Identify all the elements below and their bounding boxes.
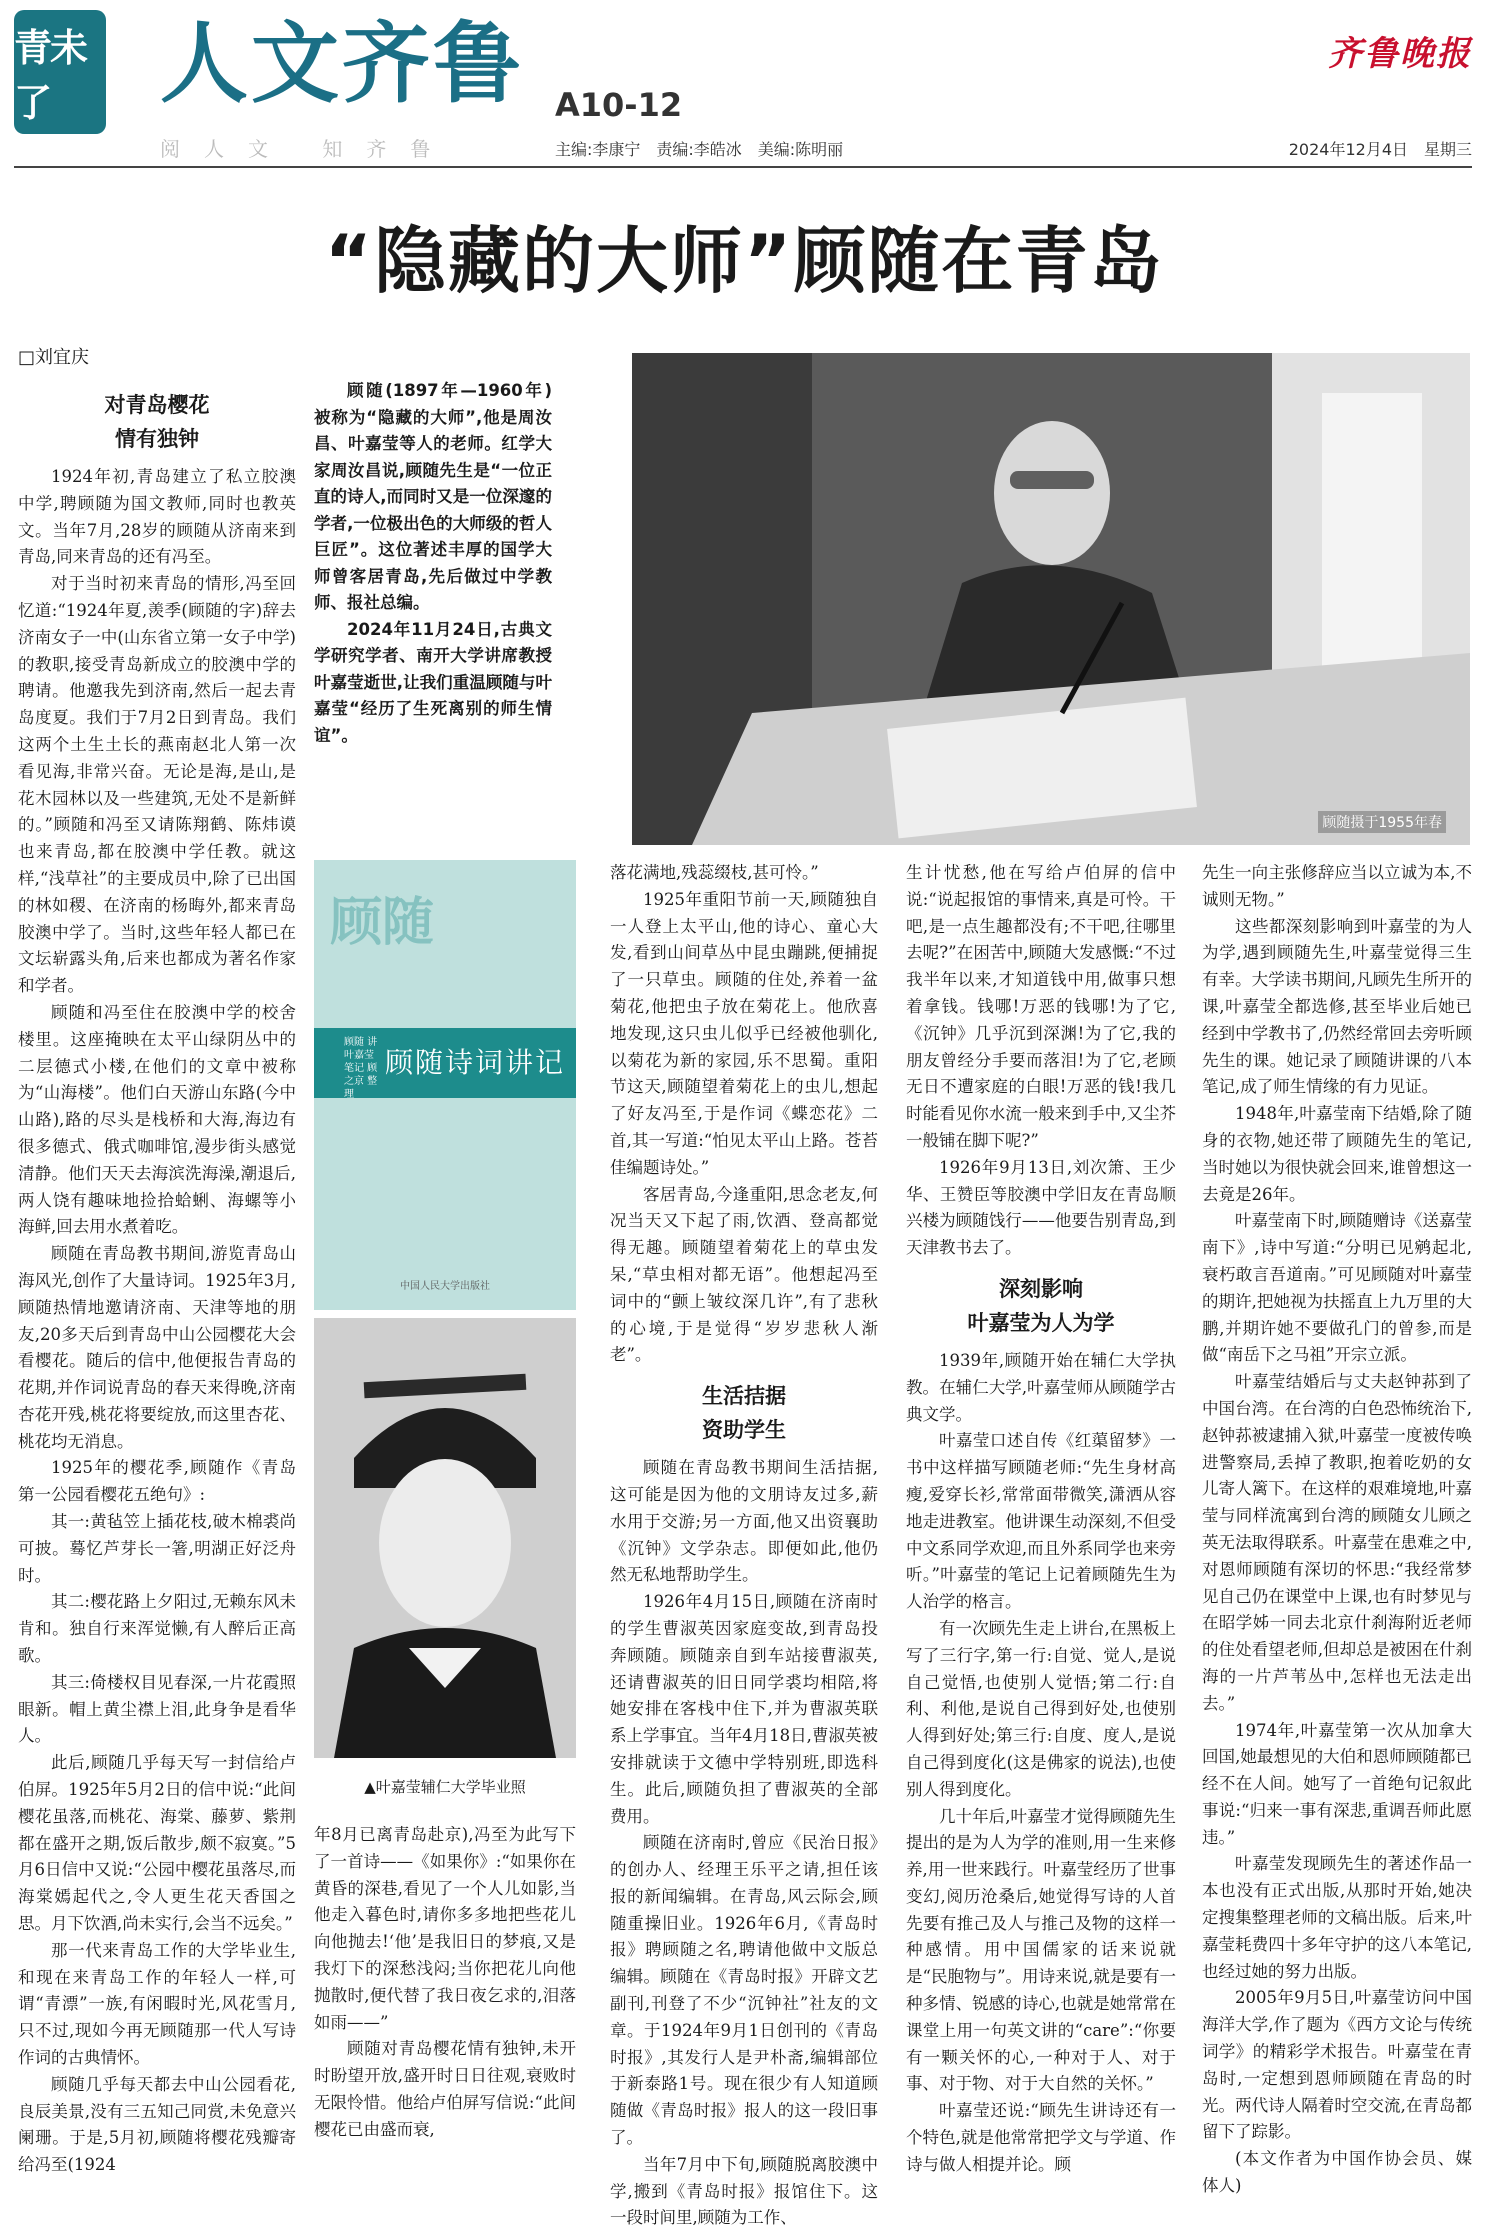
subheading-2: 生活拮据 资助学生 xyxy=(702,1384,786,1443)
column-1 xyxy=(18,378,296,2175)
paragraph: 叶嘉莹结婚后与丈夫赵钟荪到了中国台湾。在台湾的白色恐怖统治下,赵钟荪被逮捕入狱,叶嘉莹一度被传唤进警察局,丢掉了教职,抱着吃奶的女儿寄人篱下。在这样的艰难境地,叶嘉莹与同样流寓到台湾的顾随女儿顾之英无法取得联系。叶嘉莹在患难之中,对恩师顾随有深切的怀思:“我经常梦见自己仍在课堂中上课,也有时梦见与在昭学姊一同去北京什刹海附近老师的住处看望老师,但却总是被困在什刹海的一片芦苇丛中,怎样也无法走出去。” xyxy=(1202,1372,1472,1713)
article-headline: “隐藏的大师”顾随在青岛 xyxy=(324,219,1164,303)
paragraph: 顾随几乎每天都去中山公园看花,良辰美景,没有三五知己同赏,未免意兴阑珊。于是,5月初,顾随将樱花残瓣寄给冯至(1924 xyxy=(18,2074,296,2175)
paragraph: 年8月已离青岛赴京),冯至为此写下了一首诗——《如果你》:“如果你在黄昏的深巷,看见了一个人儿如影,当他走入暮色时,请你多多地把些花儿向他抛去!‘他’是我旧日的梦痕,又是我灯下的深愁浅闷;当你把花儿向他抛散时,便代替了我日夜乞求的,泪落如雨——” xyxy=(314,1825,576,2032)
author-note: (本文作者为中国作协会员、媒体人) xyxy=(1202,2149,1472,2196)
paragraph: 1925年重阳节前一天,顾随独自一人登上太平山,他的诗心、童心大发,看到山间草丛中昆虫蹦跳,便捕捉了一只草虫。顾随的住处,养着一盆菊花,他把虫子放在菊花上。他欣喜地发现,这只虫儿似乎已经被他驯化,以菊花为新的家园,乐不思蜀。重阳节这天,顾随望着菊花上的虫儿,想起了好友冯至,于是作词《蝶恋花》二首,其一写道:“怕见太平山上路。苍苔佳编题诗处。” xyxy=(610,889,878,1177)
paragraph: 落花满地,残蕊缀枝,甚可怜。” xyxy=(610,863,819,882)
header-rule xyxy=(14,166,1472,168)
paragraph: 叶嘉莹发现顾先生的著述作品一本也没有正式出版,从那时开始,她决定搜集整理老师的文稿出版。后来,叶嘉莹耗费四十多年守护的这八本笔记,也经过她的努力出版。 xyxy=(1202,1854,1472,1981)
photo-caption: 顾随摄于1955年春 xyxy=(1318,811,1446,833)
book-title: 顾随诗词讲记 xyxy=(314,1028,576,1098)
paragraph: 顾随在青岛教书期间,游览青岛山海风光,创作了大量诗词。1925年3月,顾随热情地邀请济南、天津等地的朋友,20多天后到青岛中山公园樱花大会看樱花。随后的信中,他便报告青岛的花期,并作词说青岛的春天来得晚,济南杏花开残,桃花将要绽放,而这里杏花、桃花均无消息。 xyxy=(18,1244,296,1451)
paragraph: 1925年的樱花季,顾随作《青岛第一公园看樱花五绝句》: xyxy=(18,1458,296,1505)
paragraph: 先生一向主张修辞应当以立诚为本,不诚则无物。” xyxy=(1202,863,1472,909)
portrait-illustration xyxy=(632,353,1470,845)
intro-paragraph: 2024年11月24日,古典文学研究学者、南开大学讲席教授叶嘉莹逝世,让我们重温顾随与叶嘉莹“经历了生死离别的师生情谊”。 xyxy=(314,619,552,745)
poem-line: 其一:黄毡笠上插花枝,破木棉裘尚可披。蓦忆芦芽长一箸,明湖正好泛舟时。 xyxy=(18,1512,296,1585)
editor-credits: 主编:李康宁 责编:李皓冰 美编:陈明丽 xyxy=(555,140,844,159)
paragraph: 顾随在济南时,曾应《民治日报》的创办人、经理王乐平之请,担任该报的新闻编辑。在青岛,风云际会,顾随重操旧业。1926年6月,《青岛时报》聘顾随之名,聘请他做中文版总编辑。顾随在《青岛时报》开辟文艺副刊,刊登了不少“沉钟社”社友的文章。于1924年9月1日创刊的《青岛时报》,其发行人是尹朴斋,编辑部位于新泰路1号。现在很少有人知道顾随做《青岛时报》报人的这一段旧事了。 xyxy=(610,1833,878,2148)
column-5 xyxy=(1202,860,1472,2196)
paragraph: 1974年,叶嘉莹第一次从加拿大回国,她最想见的大伯和恩师顾随都已经不在人间。她写了一首绝句记叙此事说:“归来一事有深悲,重调吾师此愿违。” xyxy=(1202,1720,1472,1847)
paragraph: 这些都深刻影响到叶嘉莹的为人为学,遇到顾随先生,叶嘉莹觉得三生有幸。大学读书期间,凡顾先生所开的课,叶嘉莹全都选修,甚至毕业后她已经到中学教书了,仍然经常回去旁听顾先生的课。她记录了顾随讲课的八本笔记,成了师生情缘的有力见证。 xyxy=(1202,916,1472,1097)
paragraph: 叶嘉莹南下时,顾随赠诗《送嘉莹南下》,诗中写道:“分明已见鹓起北,衰朽敢言吾道南。”可见顾随对叶嘉莹的期许,把她视为扶摇直上九万里的大鹏,并期许她不要做孔门的曾参,而是做“南岳下之马祖”开宗立派。 xyxy=(1202,1211,1472,1365)
book-brush-title: 顾随 xyxy=(330,892,435,953)
paragraph: 1939年,顾随开始在辅仁大学执教。在辅仁大学,叶嘉莹师从顾随学古典文学。 xyxy=(906,1350,1176,1424)
paragraph: 此后,顾随几乎每天写一封信给卢伯屏。1925年5月2日的信中说:“此间樱花虽落,而桃花、海棠、藤萝、紫荆都在盛开之期,饭后散步,颇不寂寞。”5月6日信中又说:“公园中樱花虽落尽,而海棠嫣起代之,令人更生花天香国之思。月下饮酒,尚未实行,会当不远矣。” xyxy=(18,1753,296,1934)
subheading-1: 对青岛樱花 情有独钟 xyxy=(104,393,210,451)
paragraph: 1926年4月15日,顾随在济南时的学生曹淑英因家庭变故,到青岛投奔顾随。顾随亲自到车站接曹淑英,还请曹淑英的旧日同学裘均相陪,将她安排在客栈中住下,并为曹淑英联系上学事宜。当年4月18日,曹淑英被安排就读于文德中学特别班,即选科生。此后,顾随负担了曹淑英的全部费用。 xyxy=(610,1592,878,1826)
paragraph: 顾随在青岛教书期间生活拮据,这可能是因为他的文朋诗友过多,薪水用于交游;另一方面,他又出资襄助《沉钟》文学杂志。即便如此,他仍然无私地帮助学生。 xyxy=(610,1458,878,1585)
gu-sui-photo xyxy=(632,353,1470,845)
book-publisher: 中国人民大学出版社 xyxy=(400,1281,490,1292)
ye-jiaying-photo xyxy=(314,1318,576,1758)
paragraph: 1924年初,青岛建立了私立胶澳中学,聘顾随为国文教师,同时也教英文。当年7月,28岁的顾随从济南来到青岛,同来青岛的还有冯至。 xyxy=(18,467,296,567)
issue-date: 2024年12月4日 星期三 xyxy=(1288,140,1472,159)
paragraph: 生计忧愁,他在写给卢伯屏的信中说:“说起报馆的事情来,真是可怜。干吧,是一点生趣都没有;不干吧,往哪里去呢?”在困苦中,顾随大发感慨:“不过我半年以来,才知道钱中用,做事只想着拿钱。钱哪!万恶的钱哪!为了它,《沉钟》几乎沉到深渊!为了它,我的朋友曾经分手要而落泪!为了它,老顾无日不遭家庭的白眼!万恶的钱!我几时能看见你水流一般来到手中,又尘芥一般铺在脚下呢?” xyxy=(906,863,1176,1150)
column-2 xyxy=(314,1822,576,2172)
paragraph: 顾随和冯至住在胶澳中学的校舍楼里。这座掩映在太平山绿阴丛中的二层德式小楼,在他们的文章中被称为“山海楼”。他们白天游山东路(今中山路),路的尽头是栈桥和大海,海边有很多德式、俄式咖啡馆,漫步街头感觉清静。他们天天去海滨洗海澡,潮退后,两人饶有趣味地捡拾蛤蜊、海螺等小海鲜,回去用水煮着吃。 xyxy=(18,1002,296,1237)
newspaper-logo: 齐鲁晚报 xyxy=(1328,34,1472,74)
portrait-illustration xyxy=(314,1318,576,1758)
book-cover xyxy=(314,860,576,1310)
paragraph: 1948年,叶嘉莹南下结婚,除了随身的衣物,她还带了顾随先生的笔记,当时她以为很快就会回来,谁曾想这一去竟是26年。 xyxy=(1202,1104,1472,1204)
column-3 xyxy=(610,860,878,2228)
paragraph: 那一代来青岛工作的大学毕业生,和现在来青岛工作的年轻人一样,可谓“青漂”一族,有闲暇时光,风花雪月,只不过,现如今再无顾随那一代人写诗作词的古典情怀。 xyxy=(18,1940,296,2068)
section-subtitle: 阅人文 知齐鲁 xyxy=(160,137,455,161)
column-4 xyxy=(906,860,1176,2174)
subheading-3: 深刻影响 叶嘉莹为人为学 xyxy=(967,1276,1115,1335)
paragraph: 叶嘉莹还说:“顾先生讲诗还有一个特色,就是他常常把学文与学道、作诗与做人相提并论。顾 xyxy=(906,2101,1176,2174)
paragraph: 1926年9月13日,刘次箫、王少华、王赞臣等胶澳中学旧友在青岛顺兴楼为顾随饯行——他要告别青岛,到天津教书去了。 xyxy=(906,1157,1176,1258)
brand-logo: 青未了 xyxy=(14,10,106,134)
paragraph: 顾随对青岛樱花情有独钟,未开时盼望开放,盛开时日日往观,衰败时无限怜惜。他给卢伯屏写信说:“此间樱花已由盛而衰, xyxy=(314,2039,576,2139)
paragraph: 客居青岛,今逢重阳,思念老友,何况当天又下起了雨,饮酒、登高都觉得无趣。顾随望着菊花上的草虫发呆,“草虫相对都无语”。他想起冯至词中的“颤上皱纹深几许”,有了悲秋的心境,于是觉得“岁岁悲秋人渐老”。 xyxy=(610,1184,878,1365)
section-title: 人文齐鲁 xyxy=(160,12,525,115)
poem-line: 其二:樱花路上夕阳过,无赖东风未肯和。独自行来浑觉懒,有人醉后正高歌。 xyxy=(18,1592,296,1666)
byline: □刘宜庆 xyxy=(18,347,90,368)
page-number: A10-12 xyxy=(555,86,683,124)
paragraph: 2005年9月5日,叶嘉莹访问中国海洋大学,作了题为《西方文论与传统词学》的精彩学术报告。叶嘉莹在青岛时,一定想到恩师顾随在青岛的时光。两代诗人隔着时空交流,在青岛都留下了踪影。 xyxy=(1202,1988,1472,2142)
article-intro xyxy=(314,378,552,798)
paragraph: 几十年后,叶嘉莹才觉得顾随先生提出的是为人为学的准则,用一生来修养,用一世来践行。叶嘉莹经历了世事变幻,阅历沧桑后,她觉得写诗的人首先要有推己及人与推己及物的这样一种感情。用中国儒家的话来说就是“民胞物与”。用诗来说,就是要有一种多情、锐感的诗心,也就是她常常在课堂上用一句英文讲的“care”:“你要有一颗关怀的心,一种对于人、对于事、对于物、对于大自然的关怀。” xyxy=(906,1806,1176,2094)
paragraph: 叶嘉莹口述自传《红蕖留梦》一书中这样描写顾随老师:“先生身材高瘦,爱穿长衫,常常面带微笑,潇洒从容地走进教室。他讲课生动深刻,不但受中文系同学欢迎,而且外系同学也来旁听。”叶嘉莹的笔记上记着顾随先生为人治学的格言。 xyxy=(906,1431,1176,1612)
paragraph: 有一次顾先生走上讲台,在黑板上写了三行字,第一行:自觉、觉人,是说自己觉悟,也使别人觉悟;第二行:自利、利他,是说自己得到好处,也使别人得到好处;第三行:自度、度人,是说自己得到度化(这是佛家的说法),也使别人得到度化。 xyxy=(906,1618,1176,1799)
book-authors: 顾随 讲 叶嘉莹 笔记 顾之京 整理 xyxy=(344,1037,378,1100)
paragraph: 对于当时初来青岛的情形,冯至回忆道:“1924年夏,羡季(顾随的字)辞去济南女子一中(山东省立第一女子中学)的教职,接受青岛新成立的胶澳中学的聘请。他邀我先到济南,然后一起去青岛度夏。我们于7月2日到青岛。我们这两个土生土长的燕南赵北人第一次看见海,非常兴奋。无论是海,是山,是花木园林以及一些建筑,无处不是新鲜的。”顾随和冯至又请陈翔鹤、陈炜谟也来青岛,都在胶澳中学任教。就这样,“浅草社”的主要成员中,除了已出国的林如稷、在济南的杨晦外,都来青岛胶澳中学了。当时,这些年轻人都已在文坛崭露头角,后来也都成为著名作家和学者。 xyxy=(18,574,296,996)
poem-line: 其三:倚楼权目见春深,一片花霞照眼新。帽上黄尘襟上泪,此身争是看华人。 xyxy=(18,1672,296,1746)
photo-caption: ▲叶嘉莹辅仁大学毕业照 xyxy=(364,1778,526,1796)
intro-paragraph: 顾随(1897年—1960年)被称为“隐藏的大师”,他是周汝昌、叶嘉莹等人的老师。红学大家周汝昌说,顾随先生是“一位正直的诗人,而同时又是一位深邃的学者,一位极出色的大师级的哲人巨匠”。这位著述丰厚的国学大师曾客居青岛,先后做过中学教师、报社总编。 xyxy=(314,381,552,612)
paragraph: 当年7月中下旬,顾随脱离胶澳中学,搬到《青岛时报》报馆住下。这一段时间里,顾随为工作、 xyxy=(610,2154,878,2228)
